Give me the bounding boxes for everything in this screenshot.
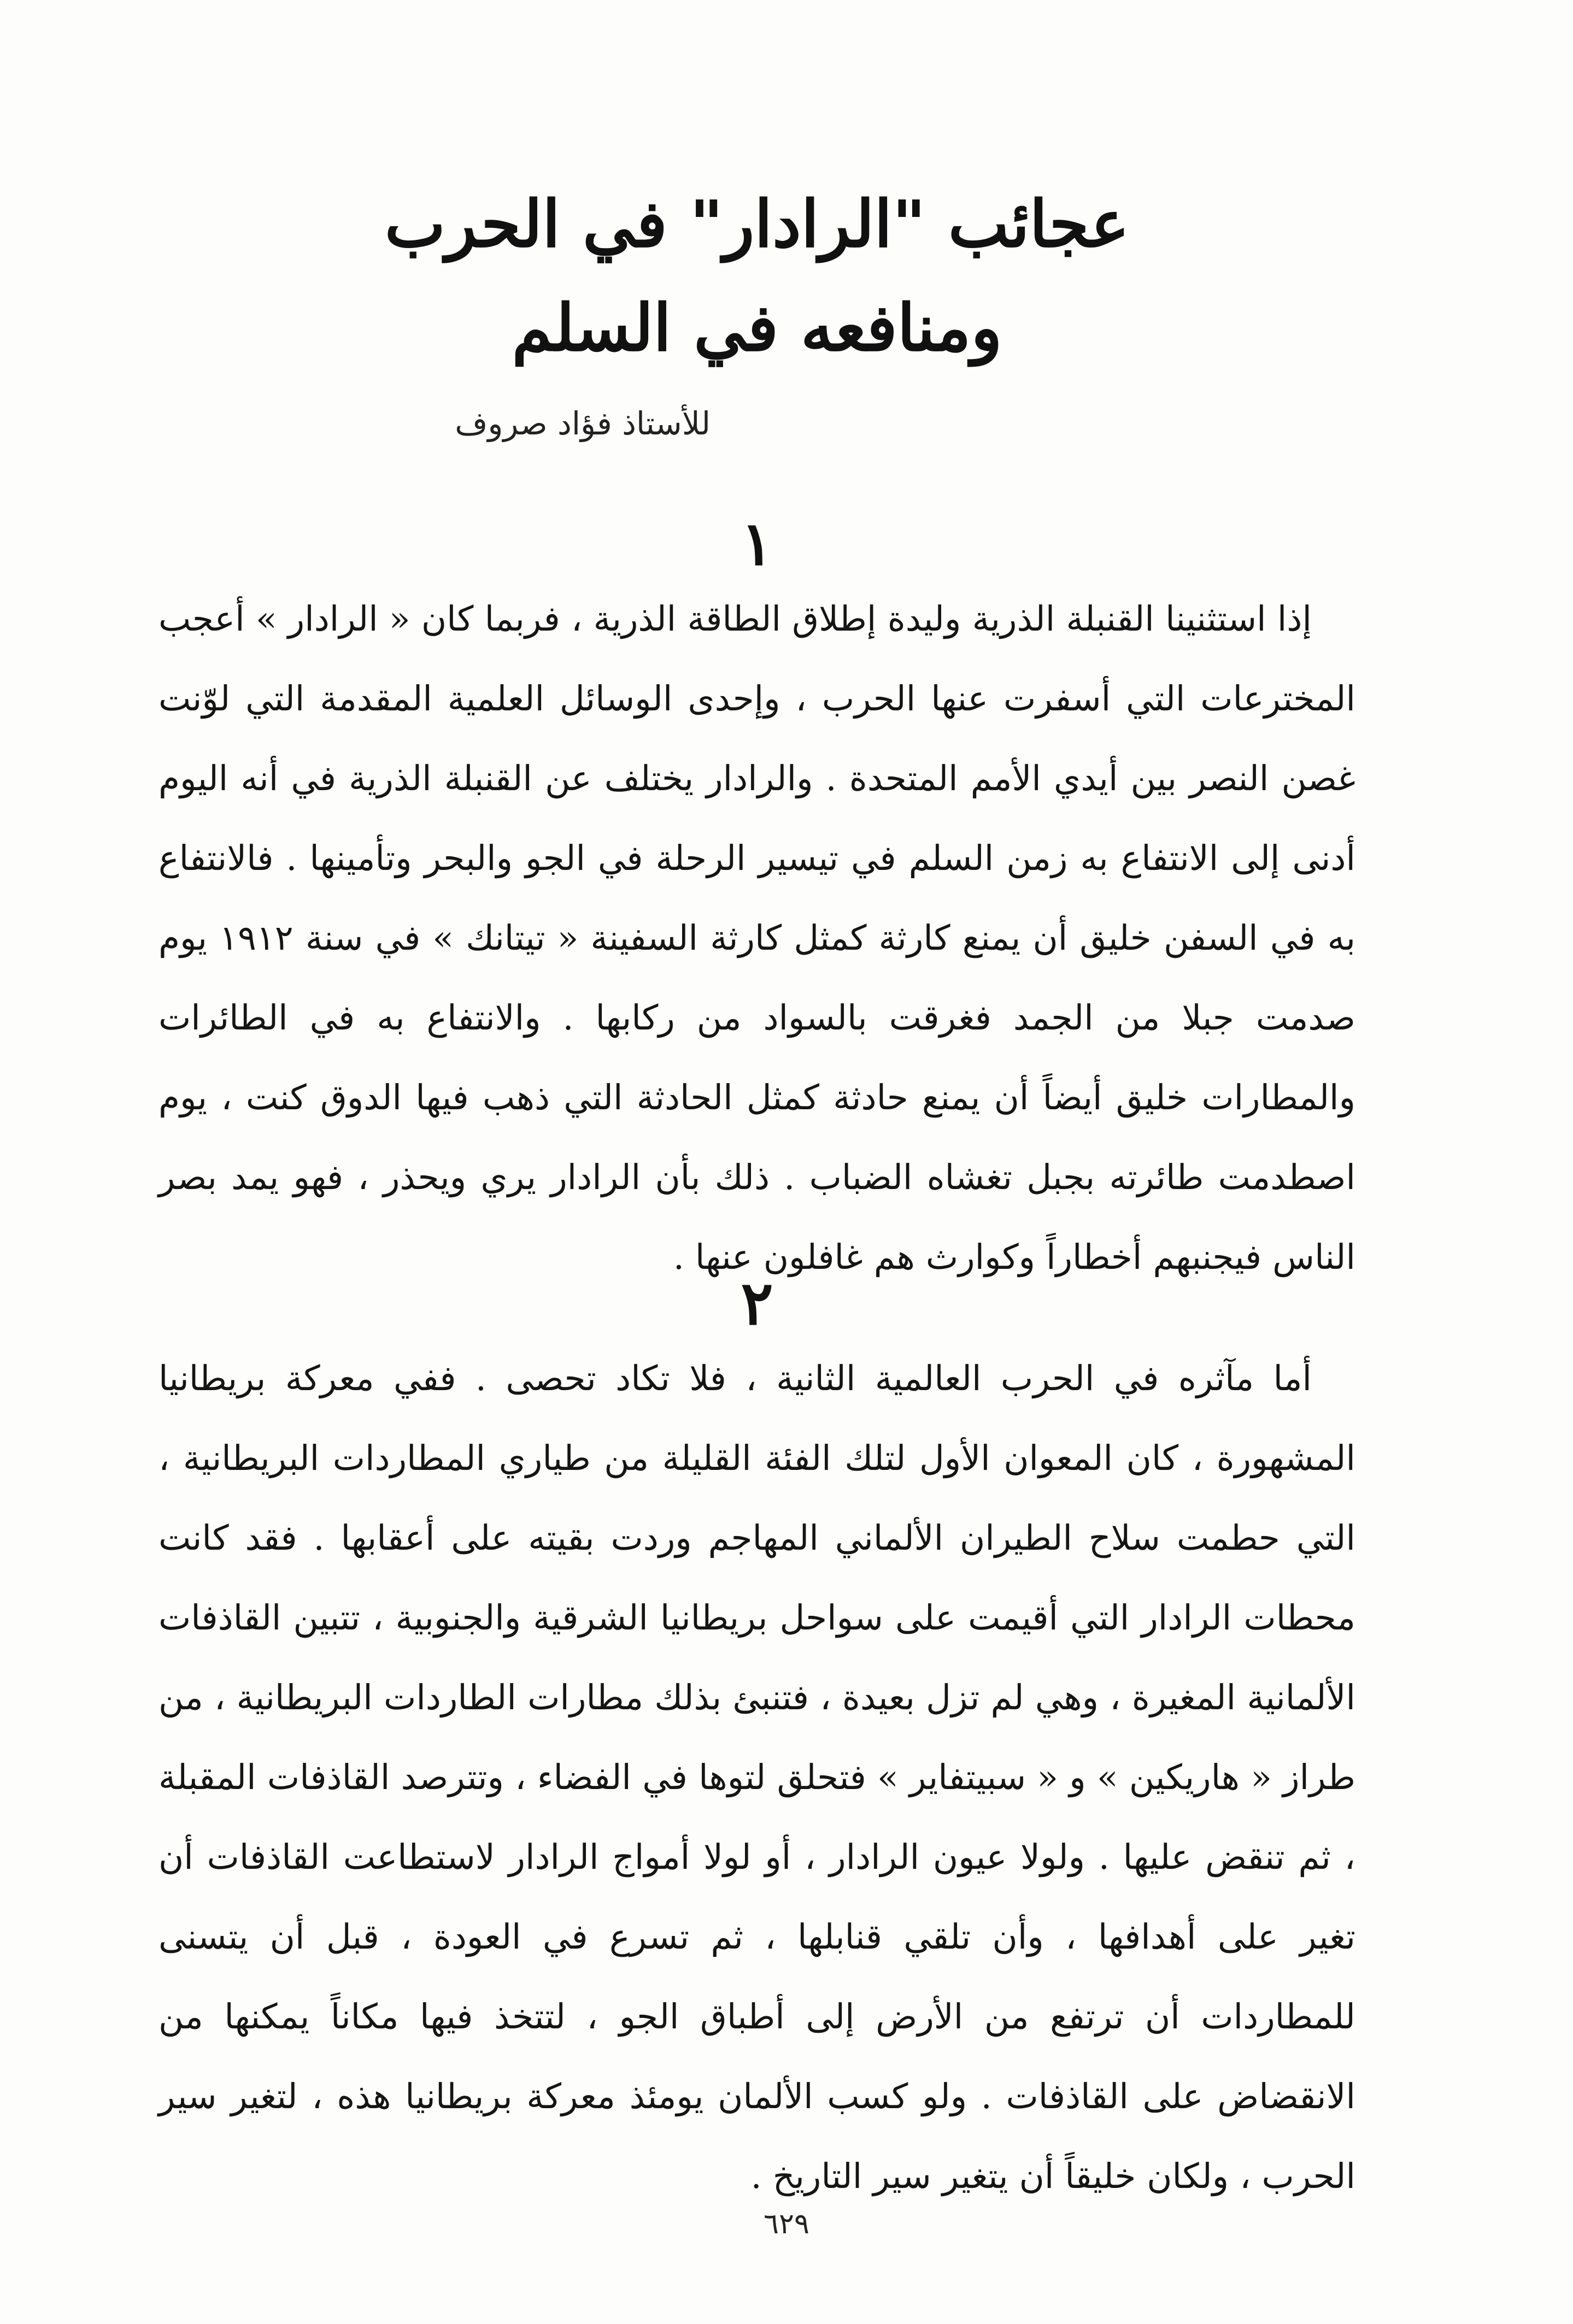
article-title-line-1: عجائب "الرادار" في الحرب — [384, 186, 1130, 262]
page-number: ٦٢٩ — [764, 2208, 809, 2240]
section-number: ٢ — [741, 1268, 773, 1338]
section-body — [159, 579, 1355, 1297]
section-number: ١ — [741, 508, 773, 579]
author-byline: للأستاذ فؤاد صروف — [455, 405, 711, 442]
paragraph: إذا استثنينا القنبلة الذرية وليدة إطلاق الطاقة الذرية ، فربما كان « الرادار » أعجب المخترعات التي أسفرت عنها الحرب ، وإحدى الوسائل العلمية المقدمة التي لوّنت غصن النصر بين أيدي الأمم المتحدة . والرادار يختلف عن القنبلة الذرية في أنه اليوم أدنى إلى الانتفاع به زمن السلم في تيسير الرحلة في الجو والبحر وتأمينها . فالانتفاع به في السفن خليق أن يمنع كارثة كمثل كارثة السفينة « تيتانك » في سنة ١٩١٢ يوم صدمت جبلا من الجمد فغرقت بالسواد من ركابها . والانتفاع به في الطائرات والمطارات خليق أيضاً أن يمنع حادثة كمثل الحادثة التي ذهب فيها الدوق كنت ، يوم اصطدمت طائرته بجبل تغشاه الضباب . ذلك بأن الرادار يري ويحذر ، فهو يمد بصر الناس فيجنبهم أخطاراً وكوارث هم غافلون عنها . — [159, 599, 1355, 1277]
article-title-line-2: ومنافعه في السلم — [512, 290, 1002, 366]
section-body — [159, 1339, 1355, 2216]
paragraph: أما مآثره في الحرب العالمية الثانية ، فلا تكاد تحصى . ففي معركة بريطانيا المشهورة ، كان المعوان الأول لتلك الفئة القليلة من طياري المطاردات البريطانية ، التي حطمت سلاح الطيران الألماني المهاجم وردت بقيته على أعقابها . فقد كانت محطات الرادار التي أقيمت على سواحل بريطانيا الشرقية والجنوبية ، تتبين القاذفات الألمانية المغيرة ، وهي لم تزل بعيدة ، فتنبئ بذلك مطارات الطاردات البريطانية ، من طراز « هاريكين » و « سبيتفاير » فتحلق لتوها في الفضاء ، وتترصد القاذفات المقبلة ، ثم تنقض عليها . ولولا عيون الرادار ، أو لولا أمواج الرادار لاستطاعت القاذفات أن تغير على أهدافها ، وأن تلقي قنابلها ، ثم تسرع في العودة ، قبل أن يتسنى للمطاردات أن ترتفع من الأرض إلى أطباق الجو ، لتتخذ فيها مكاناً يمكنها من الانقضاض على القاذفات . ولو كسب الألمان يومئذ معركة بريطانيا هذه ، لتغير سير الحرب ، ولكان خليقاً أن يتغير سير التاريخ . — [159, 1358, 1355, 2196]
